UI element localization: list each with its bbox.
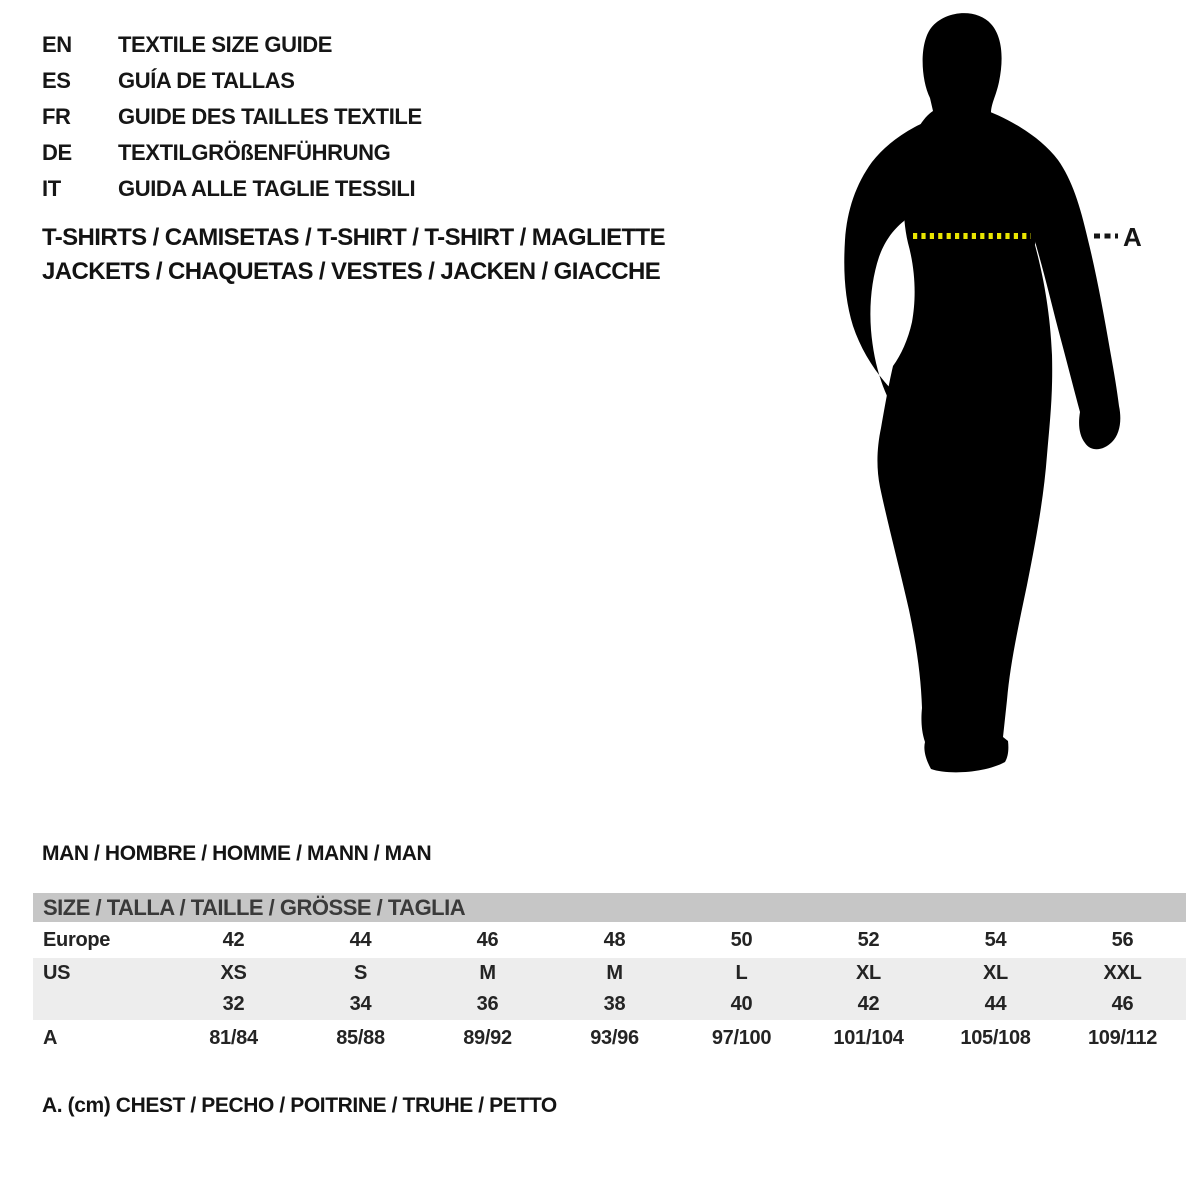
- size-table: [33, 893, 1186, 1057]
- measurement-footnote: A. (cm) CHEST / PECHO / POITRINE / TRUHE / PETTO: [42, 1094, 557, 1117]
- size-cell: 54: [984, 928, 1007, 951]
- size-cell: 109/112: [1087, 1027, 1158, 1049]
- man-silhouette-body: [877, 13, 1052, 772]
- language-code: ES: [42, 68, 71, 93]
- size-cell: 44: [349, 928, 372, 951]
- size-cell: XS: [220, 961, 247, 984]
- size-cell: 93/96: [590, 1027, 639, 1049]
- size-cell: 101/104: [833, 1027, 904, 1049]
- size-cell: S: [353, 961, 368, 984]
- size-cell: XL: [983, 961, 1008, 984]
- size-table-header-bar: [33, 893, 1186, 922]
- language-label: GUIDA ALLE TAGLIE TESSILI: [118, 176, 416, 201]
- section-title-man: MAN / HOMBRE / HOMME / MANN / MAN: [42, 842, 432, 865]
- size-cell: 42: [857, 992, 880, 1015]
- language-label: TEXTILGRÖßENFÜHRUNG: [118, 140, 391, 165]
- size-cell: 97/100: [711, 1027, 772, 1049]
- size-cell: 38: [603, 992, 626, 1015]
- language-label: TEXTILE SIZE GUIDE: [118, 32, 333, 57]
- size-table-header-label: SIZE / TALLA / TAILLE / GRÖSSE / TAGLIA: [43, 894, 466, 920]
- size-cell: 52: [857, 928, 880, 951]
- size-cell: 46: [476, 928, 499, 951]
- language-label: GUÍA DE TALLAS: [118, 68, 295, 93]
- size-cell: 89/92: [463, 1027, 512, 1049]
- row-label: A: [43, 1027, 58, 1049]
- language-code: EN: [42, 32, 72, 57]
- language-code: FR: [42, 104, 71, 129]
- size-cell: 36: [476, 992, 499, 1015]
- category-jackets: JACKETS / CHAQUETAS / VESTES / JACKEN / GIACCHE: [42, 258, 661, 285]
- size-cell: 40: [730, 992, 753, 1015]
- table-row-us-numeric: [33, 988, 1186, 1020]
- category-tshirts: T-SHIRTS / CAMISETAS / T-SHIRT / T-SHIRT / MAGLIETTE: [42, 224, 666, 251]
- language-label: GUIDE DES TAILLES TEXTILE: [118, 104, 422, 129]
- size-cell: 42: [222, 928, 245, 951]
- row-label: US: [43, 961, 71, 984]
- size-cell: 81/84: [209, 1027, 258, 1049]
- size-cell: 34: [349, 992, 372, 1015]
- size-cell: 48: [603, 928, 626, 951]
- size-cell: 46: [1111, 992, 1134, 1015]
- table-row-europe: [33, 922, 1186, 958]
- size-cell: M: [606, 961, 623, 984]
- row-label: Europe: [43, 928, 111, 951]
- size-cell: 85/88: [336, 1027, 385, 1049]
- size-cell: 50: [730, 928, 753, 951]
- table-row-us: [33, 958, 1186, 988]
- size-cell: M: [479, 961, 496, 984]
- size-cell: 56: [1111, 928, 1134, 951]
- table-row-chest: [33, 1020, 1186, 1057]
- size-cell: L: [735, 961, 748, 984]
- size-cell: 105/108: [960, 1027, 1031, 1049]
- size-cell: XL: [856, 961, 881, 984]
- language-code: IT: [42, 176, 61, 201]
- measure-label-a: A: [1123, 222, 1142, 252]
- table-band: [33, 958, 1186, 1020]
- language-code: DE: [42, 140, 72, 165]
- size-cell: 32: [222, 992, 245, 1015]
- size-cell: 44: [984, 992, 1007, 1015]
- size-cell: XXL: [1103, 961, 1142, 984]
